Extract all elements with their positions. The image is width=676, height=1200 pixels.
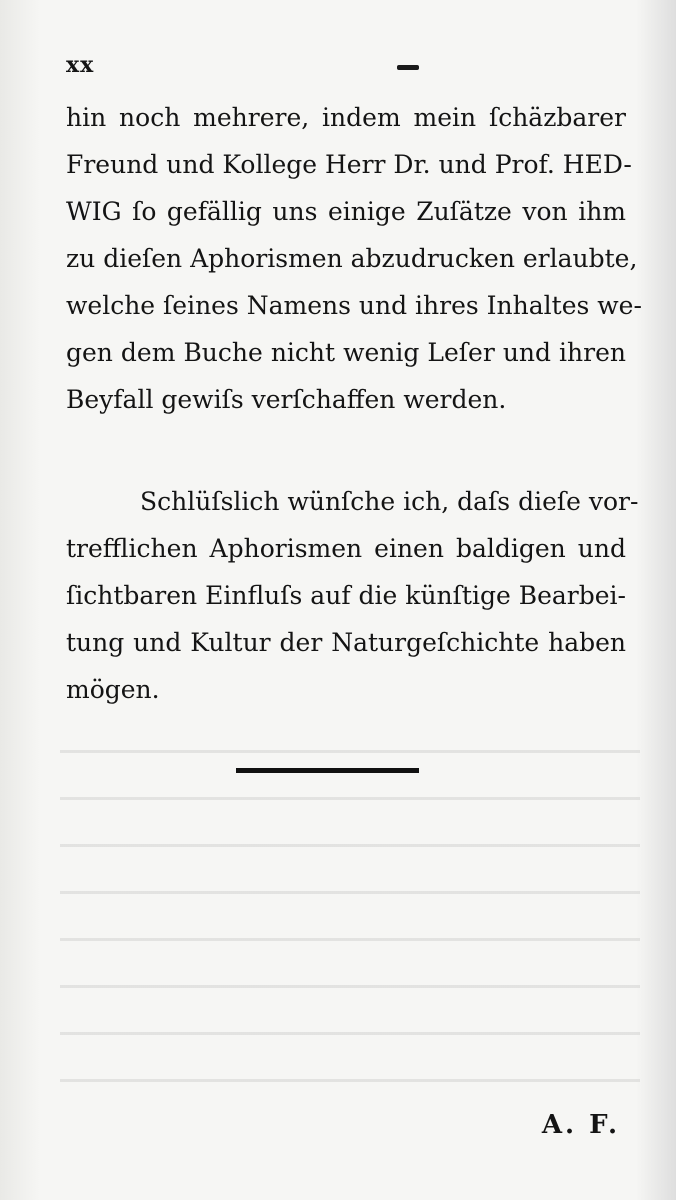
text-line: trefflichen Aphorismen einen baldigen und xyxy=(66,534,626,563)
text-line: hin noch mehrere, indem mein ſchäzbarer xyxy=(66,103,626,132)
text-line: tung und Kultur der Naturgeſchichte haben xyxy=(66,628,626,657)
header-dash xyxy=(397,65,419,70)
text-line: Schlüſslich wünſche ich, daſs dieſe vor- xyxy=(140,487,639,516)
page-header xyxy=(66,52,626,82)
text-line: gen dem Buche nicht wenig Leſer und ihren xyxy=(66,338,626,367)
text-line: zu dieſen Aphorismen abzudrucken erlaubte, xyxy=(66,244,638,273)
text-line: mögen. xyxy=(66,675,160,704)
paragraph-2 xyxy=(66,478,639,713)
paragraph-1 xyxy=(66,94,642,423)
closing-rule xyxy=(236,768,419,773)
signature-initials: A. F. xyxy=(541,1110,620,1140)
text-line: welche ſeines Namens und ihres Inhaltes we- xyxy=(66,291,642,320)
text-line: Beyfall gewiſs verſchaffen werden. xyxy=(66,385,507,414)
text-line: ſichtbaren Einfluſs auf die künſtige Bearbei- xyxy=(66,581,626,610)
text-line: Freund und Kollege Herr Dr. und Prof. HED- xyxy=(66,150,632,179)
show-through-texture xyxy=(60,720,640,1120)
page-number: xx xyxy=(66,52,95,78)
text-line: WIG ſo gefällig uns einige Zuſätze von ihm xyxy=(66,197,626,226)
